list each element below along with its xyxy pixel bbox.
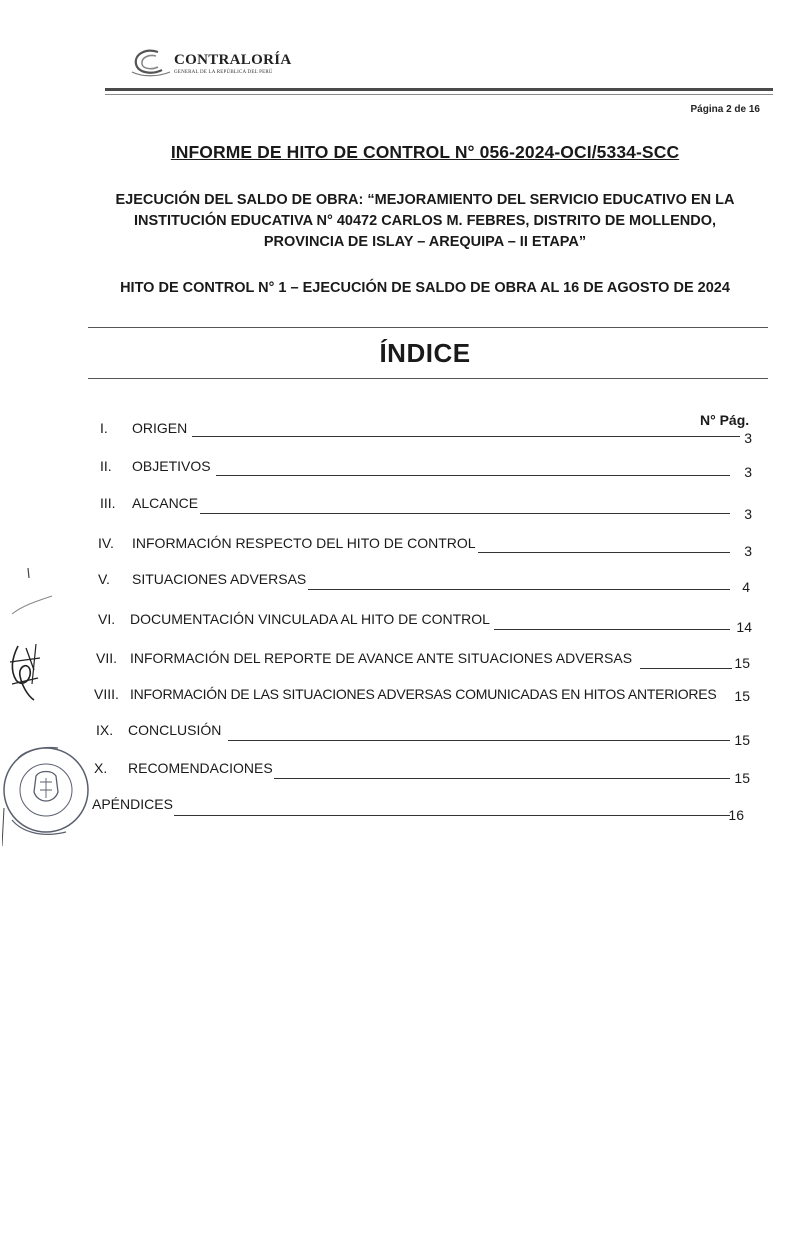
index-divider-bottom: [88, 378, 768, 379]
toc-title: INFORMACIÓN DEL REPORTE DE AVANCE ANTE SITUACIONES ADVERSAS: [130, 650, 633, 666]
toc-leader: [192, 436, 740, 437]
toc-title: DOCUMENTACIÓN VINCULADA AL HITO DE CONTROL: [130, 611, 490, 627]
toc-entry[interactable]: [0, 611, 804, 633]
project-description-line: PROVINCIA DE ISLAY – AREQUIPA – II ETAPA”: [263, 234, 587, 250]
toc-page: 3: [744, 506, 752, 522]
toc-page: 15: [734, 770, 750, 786]
logo-subtitle: GENERAL DE LA REPÚBLICA DEL PERÚ: [174, 70, 273, 75]
toc-title: INFORMACIÓN DE LAS SITUACIONES ADVERSAS COMUNICADAS EN HITOS ANTERIORES: [130, 686, 717, 702]
toc-number: X.: [94, 760, 108, 776]
toc-title: OBJETIVOS: [132, 458, 211, 474]
toc-page: 3: [744, 543, 752, 559]
toc-entry[interactable]: [0, 686, 804, 708]
toc-leader: [228, 740, 730, 741]
toc-leader: [494, 629, 730, 630]
toc-page: 14: [736, 619, 752, 635]
toc-page: 4: [742, 579, 750, 595]
toc-page: 15: [734, 732, 750, 748]
contraloria-emblem-icon: [128, 46, 172, 78]
page-column-header: N° Pág.: [700, 412, 750, 428]
toc-leader: [478, 552, 730, 553]
logo-name: CONTRALORÍA: [174, 52, 292, 68]
toc-number: VI.: [98, 611, 116, 627]
toc-number: VIII.: [94, 686, 119, 702]
toc-title: INFORMACIÓN RESPECTO DEL HITO DE CONTROL: [132, 535, 476, 551]
report-title: INFORME DE HITO DE CONTROL N° 056-2024-OCI/5334-SCC: [170, 142, 680, 162]
toc-number: II.: [100, 458, 112, 474]
toc-entry[interactable]: [0, 650, 804, 672]
toc-number: IX.: [96, 722, 114, 738]
project-description-line: INSTITUCIÓN EDUCATIVA N° 40472 CARLOS M. FEBRES, DISTRITO DE MOLLENDO,: [133, 213, 717, 229]
milestone-heading: HITO DE CONTROL N° 1 – EJECUCIÓN DE SALDO DE OBRA AL 16 DE AGOSTO DE 2024: [120, 280, 730, 296]
toc-leader: [200, 513, 730, 514]
project-description-line: EJECUCIÓN DEL SALDO DE OBRA: “MEJORAMIENTO DEL SERVICIO EDUCATIVO EN LA: [115, 192, 735, 208]
index-divider-top: [88, 327, 768, 328]
toc-entry[interactable]: [0, 760, 804, 786]
project-description: [80, 190, 770, 253]
toc-title: ALCANCE: [132, 495, 199, 511]
toc-number: VII.: [96, 650, 118, 666]
contraloria-logo: [128, 46, 328, 80]
toc-leader: [640, 668, 732, 669]
toc-page: 15: [734, 688, 750, 704]
toc-number: I.: [100, 420, 108, 436]
institutional-seal-icon: [2, 728, 106, 848]
toc-entry[interactable]: [0, 571, 804, 593]
toc-entry[interactable]: [0, 796, 804, 823]
toc-number: IV.: [98, 535, 114, 551]
margin-mark-icon: [8, 566, 56, 626]
toc-leader: [216, 475, 730, 476]
header-divider: [105, 88, 773, 91]
toc-title: CONCLUSIÓN: [128, 722, 222, 738]
index-title: ÍNDICE: [379, 338, 471, 368]
toc-title: APÉNDICES: [92, 796, 173, 812]
header-divider-thin: [105, 94, 773, 95]
toc-page: 15: [734, 655, 750, 671]
toc-page: 3: [744, 430, 752, 446]
toc-leader: [174, 815, 730, 816]
toc-number: V.: [98, 571, 110, 587]
toc-title: ORIGEN: [132, 420, 188, 436]
toc-entry[interactable]: [0, 495, 804, 522]
toc-entry[interactable]: [0, 458, 804, 480]
toc-entry[interactable]: [0, 722, 804, 748]
toc-leader: [308, 589, 730, 590]
toc-page: 3: [744, 464, 752, 480]
toc-page: 16: [728, 807, 744, 823]
toc-entry[interactable]: [0, 535, 804, 557]
toc-entry[interactable]: [0, 420, 804, 446]
handwritten-signature-icon: [4, 640, 48, 704]
toc-number: III.: [100, 495, 116, 511]
toc-title: RECOMENDACIONES: [128, 760, 273, 776]
toc-leader: [274, 778, 730, 779]
toc-title: SITUACIONES ADVERSAS: [132, 571, 307, 587]
page-number: Página 2 de 16: [690, 104, 760, 115]
